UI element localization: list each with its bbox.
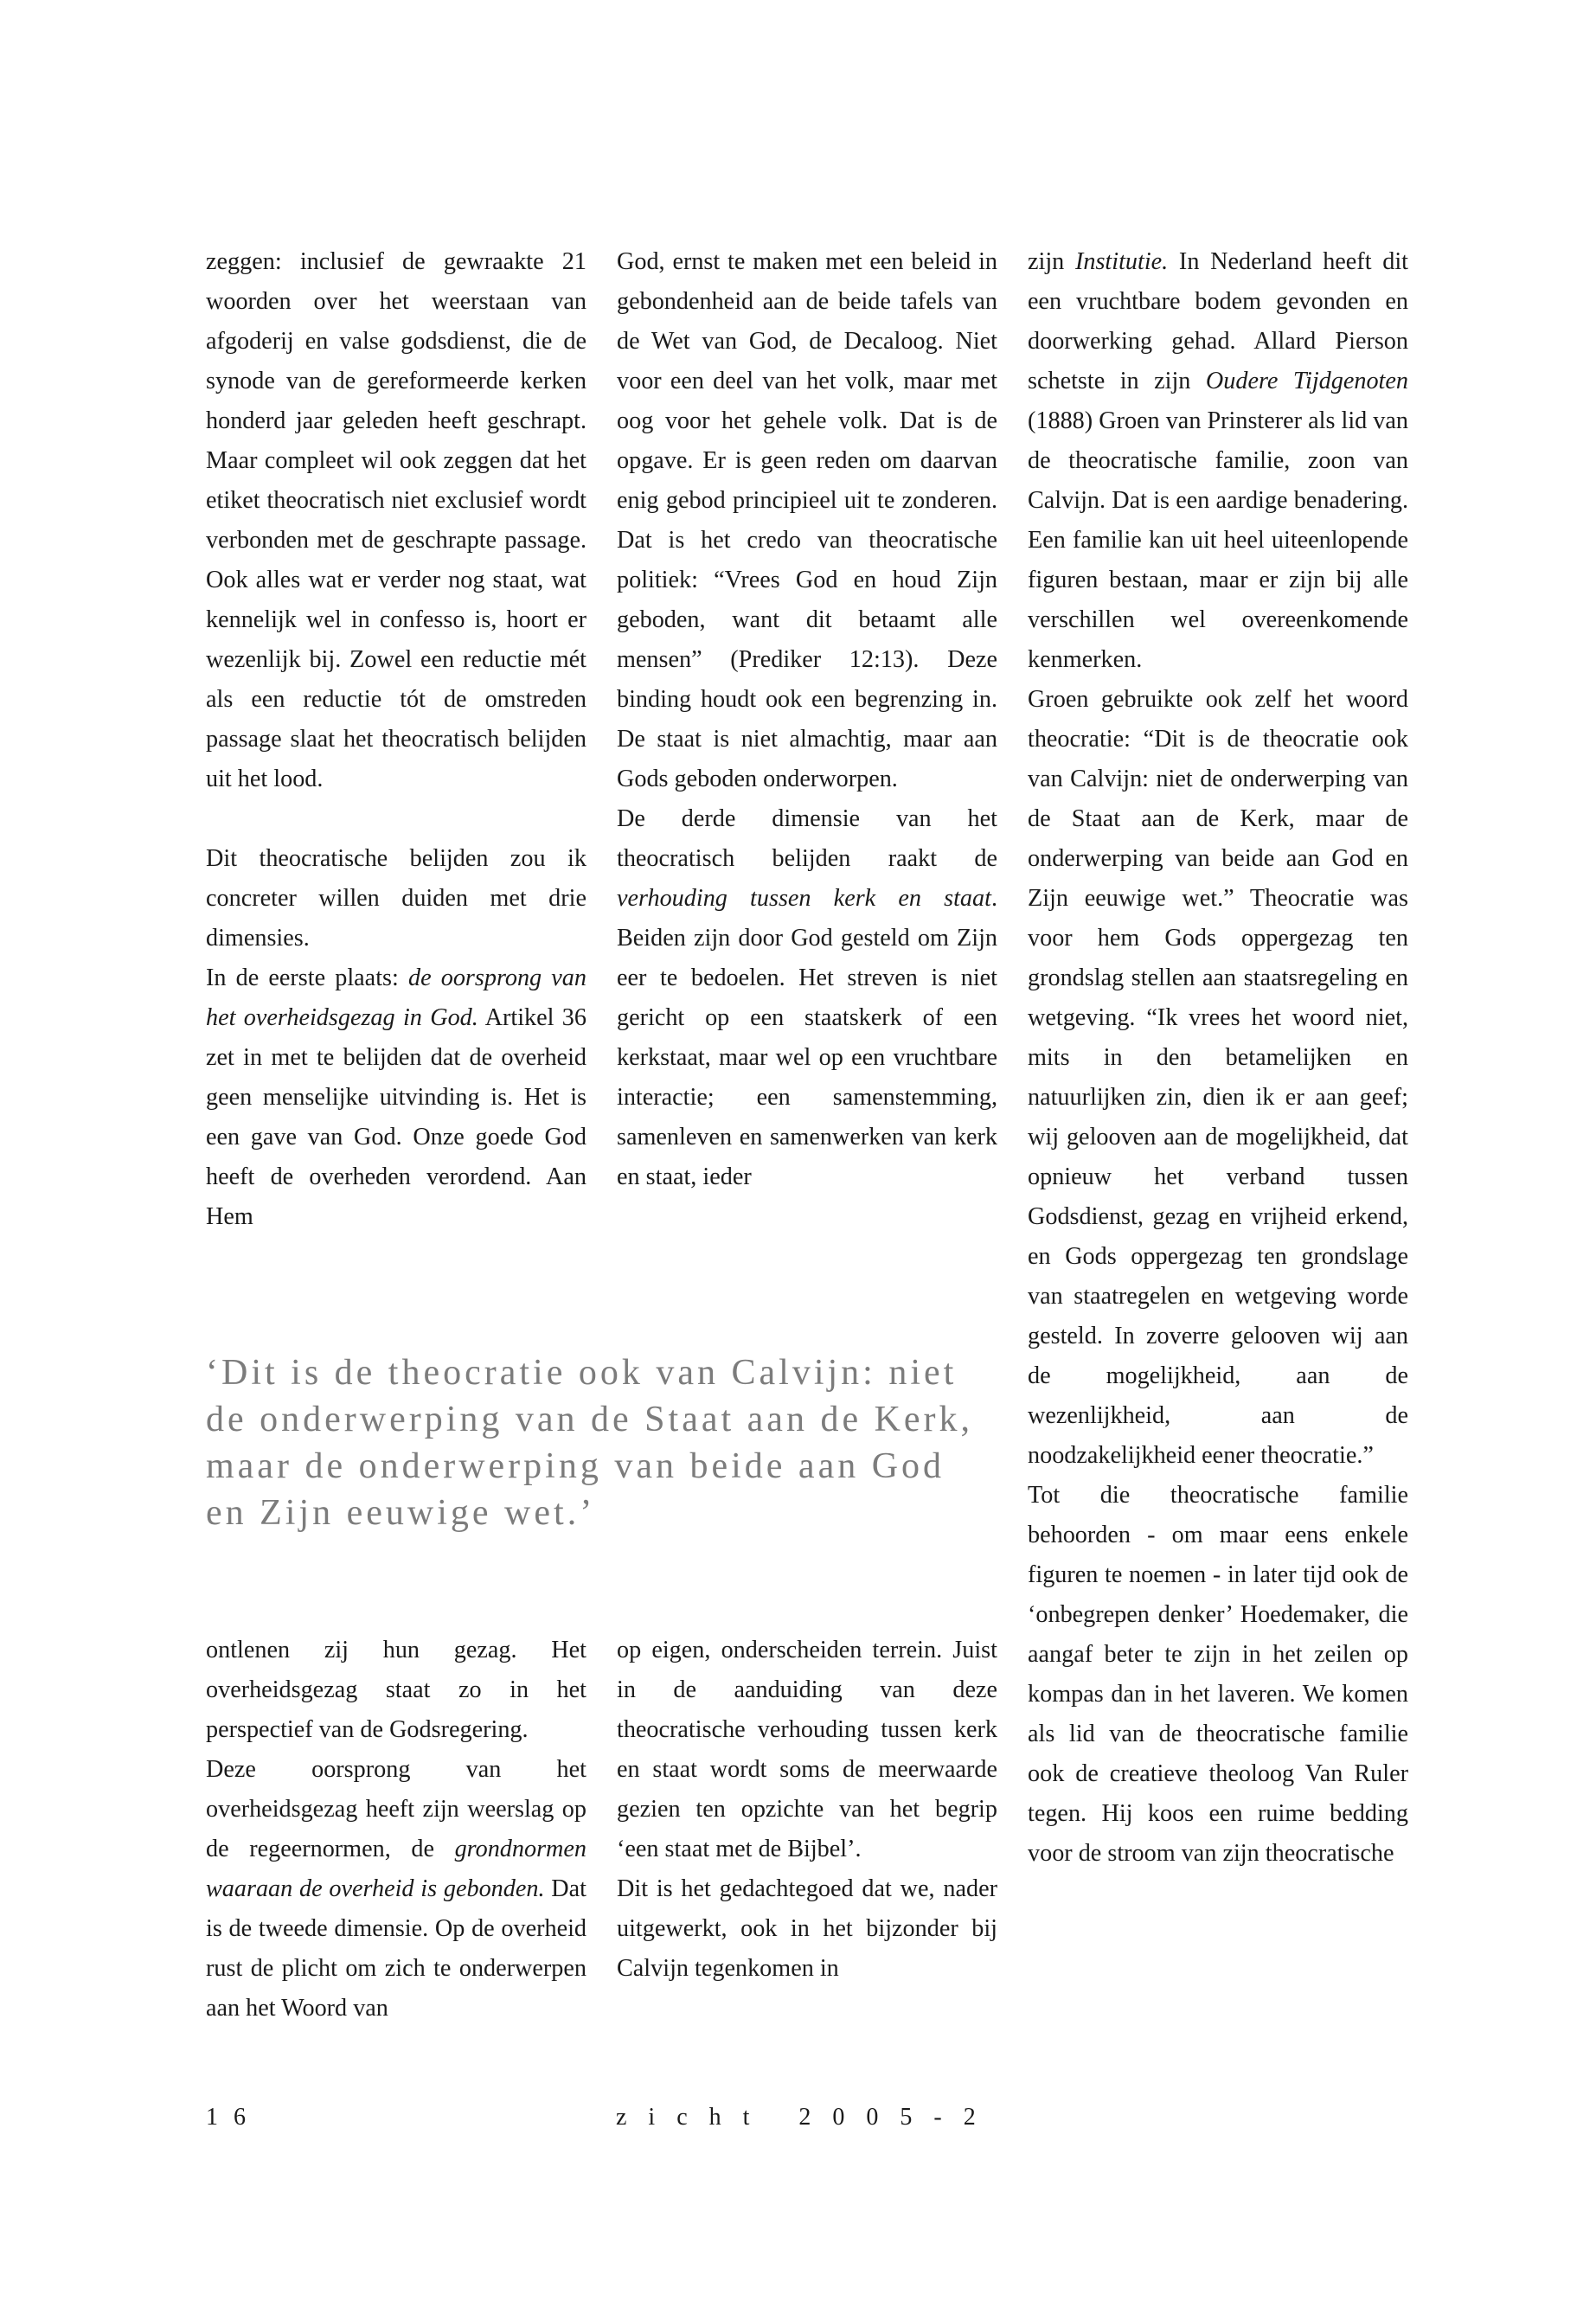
pull-quote: ‘Dit is de theocratie ook van Calvijn: niet de onderwerping van de Staat aan de Kerk, maar de onderwerping van beide aan God en Zijn eeuwige wet.’ — [206, 1353, 974, 1533]
paragraph: Tot die theocratische familie behoorden - om maar eens enkele figuren te noemen - in later tijd ook de ‘onbegrepen denker’ Hoedemaker, die aangaf beter te zijn in het zeilen op kompas dan in het laveren. We komen als lid van de theocratische familie ook de creatieve theoloog Van Ruler tegen. Hij koos een ruime bedding voor de stroom van zijn theocratische — [1028, 1482, 1408, 1867]
paragraph: zeggen: inclusief de gewraakte 21 woorden over het weerstaan van afgoderij en valse godsdienst, die de synode van de gereformeerde kerken honderd jaar geleden heeft geschrapt. Maar compleet wil ook zeggen dat het etiket theocratisch niet exclusief wordt verbonden met de geschrapte passage. Ook alles wat er verder nog staat, wat kennelijk wel in confesso is, hoort er wezenlijk bij. Zowel een reductie mét als een reductie tót de omstreden passage slaat het theocratisch belijden uit het lood. — [206, 248, 586, 792]
text: Deze oorsprong van het overheidsgezag heeft zijn weerslag op de regeernormen, de — [206, 1756, 586, 1862]
paragraph: Dit theocratische belijden zou ik concreter willen duiden met drie dimensies. — [206, 845, 586, 952]
column-1-bottom — [206, 1631, 586, 2029]
text: Dat is de tweede dimensie. Op de overheid rust de plicht om zich te onderwerpen aan het Woord van — [206, 1875, 586, 2022]
emphasis: Oudere Tijdgenoten — [1205, 368, 1408, 394]
paragraph: Groen gebruikte ook zelf het woord theocratie: “Dit is de theocratie ook van Calvijn: niet de onderwerping van de Staat aan de Kerk, maar de onderwerping van beide aan God en Zijn eeuwige wet.” Theocratie was voor hem Gods oppergezag ten grondslag stellen aan staatsregeling en wetgeving. “Ik vrees het woord niet, mits in den betamelijken en natuurlijken zin, dien ik er aan geef; wij gelooven aan de mogelijkheid, dat opnieuw het verband tussen Godsdienst, gezag en vrijheid erkend, en Gods oppergezag ten grondslage van staatregelen en wetgeving worde gesteld. In zoverre gelooven wij aan de mogelijkheid, aan de wezenlijkheid, aan de noodzakelijkheid eener theocratie.” — [1028, 686, 1408, 1469]
column-2-top — [617, 242, 997, 1197]
text: In Nederland heeft dit een vruchtbare bodem gevonden en doorwerking gehad. Allard Pierson schetste in zijn — [1028, 248, 1408, 394]
paragraph: op eigen, onderscheiden terrein. Juist in de aanduiding van deze theocratische verhouding tussen kerk en staat wordt soms de meerwaarde gezien ten opzichte van het begrip ‘een staat met de Bijbel’. — [617, 1637, 997, 1862]
emphasis: Institutie. — [1074, 248, 1169, 275]
paragraph: God, ernst te maken met een beleid in gebondenheid aan de beide tafels van de Wet van God, de Decaloog. Niet voor een deel van het volk, maar met oog voor het gehele volk. Dat is de opgave. Er is geen reden om daarvan enig gebod principieel uit te zonderen. Dat is het credo van theocratische politiek: “Vrees God en houd Zijn geboden, want dit betaamt alle mensen” (Prediker 12:13). Deze binding houdt ook een begrenzing in. De staat is niet almachtig, maar aan Gods geboden onderworpen. — [617, 248, 997, 792]
column-2-bottom — [617, 1631, 997, 1989]
paragraph — [1028, 242, 1408, 680]
text: In de eerste plaats: — [206, 965, 408, 991]
page-number: 16 — [206, 2104, 261, 2131]
paragraph: ontlenen zij hun gezag. Het overheidsgezag staat zo in het perspectief van de Godsregering. — [206, 1637, 586, 1743]
emphasis: de oorsprong van het overheidsgezag in God. — [206, 965, 586, 1031]
paragraph — [206, 958, 586, 1237]
text: (1888) Groen van Prinsterer als lid van de theocratische familie, zoon van Calvijn. Dat is een aardige benadering. Een familie kan uit heel uiteenlopende figuren bestaan, maar er zijn bij alle verschillen wel overeenkomende kenmerken. — [1028, 407, 1408, 673]
text: . Beiden zijn door God gesteld om Zijn eer te bedoelen. Het streven is niet gericht op een staatskerk of een kerkstaat, maar wel op een vruchtbare interactie; een samenstemming, samenleven en samenwerken van kerk en staat, ieder — [617, 885, 997, 1190]
paragraph: Dit is het gedachtegoed dat we, nader uitgewerkt, ook in het bijzonder bij Calvijn tegenkomen in — [617, 1875, 997, 1982]
paragraph — [617, 799, 997, 1197]
text: zijn — [1028, 248, 1075, 275]
column-1-top — [206, 242, 586, 1237]
column-3 — [1028, 242, 1408, 1874]
paragraph — [206, 1750, 586, 2029]
magazine-issue: zicht 2005-2 — [616, 2104, 997, 2131]
emphasis: grondnormen waaraan de overheid is gebonden. — [206, 1836, 586, 1902]
emphasis: verhouding tussen kerk en staat — [617, 885, 991, 912]
text: Artikel 36 zet in met te belijden dat de overheid geen menselijke uitvinding is. Het is een gave van God. Onze goede God heeft de overheden verordend. Aan Hem — [206, 1004, 586, 1230]
text: De derde dimensie van het theocratisch belijden raakt de — [617, 805, 997, 872]
